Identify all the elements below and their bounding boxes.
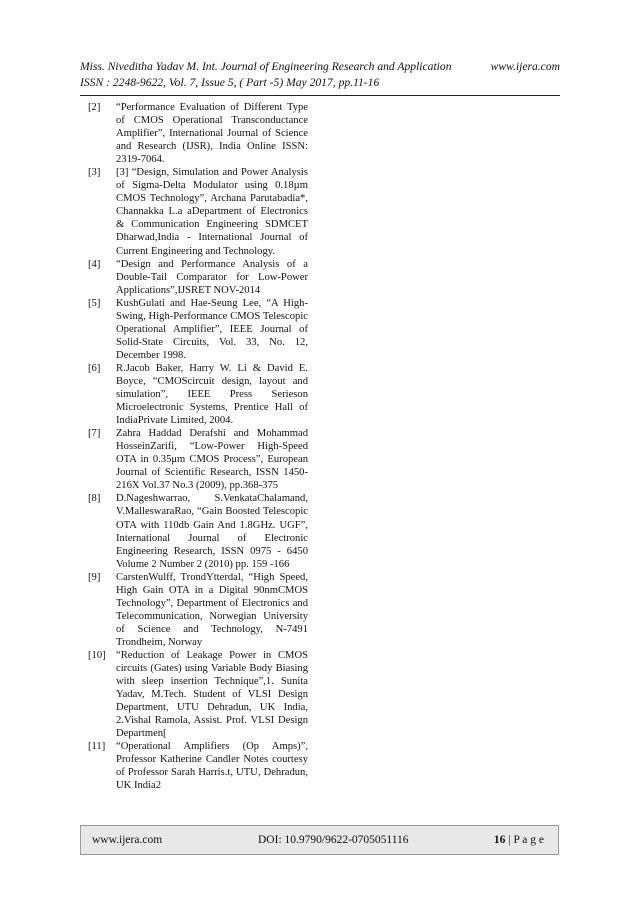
reference-item xyxy=(88,258,308,297)
reference-item xyxy=(88,297,308,362)
reference-item xyxy=(88,649,308,740)
reference-number: [6] xyxy=(88,362,101,374)
reference-text: “Operational Amplifiers (Op Amps)”, Professor Katherine Candler Notes courtesy of Professor Sarah Harris.t, UTU, Dehradun, UK India2 xyxy=(116,741,308,792)
reference-text: KushGulati and Hae-Seung Lee, “A High-Swing, High-Performance CMOS Telescopic Operational Amplifier”, IEEE Journal of Solid-State Circuits, Vol. 33, No. 12, December 1998. xyxy=(116,297,308,361)
footer-doi: DOI: 10.9790/9622-0705051116 xyxy=(258,834,409,846)
running-header xyxy=(80,59,560,91)
page-label: | P a g e xyxy=(505,834,544,846)
footer-page-indicator xyxy=(494,834,544,846)
reference-item xyxy=(88,427,308,492)
header-line-2 xyxy=(80,75,560,91)
reference-number: [11] xyxy=(88,741,106,753)
reference-text: “Reduction of Leakage Power in CMOS circuits (Gates) using Variable Body Biasing with sleep insertion Technique”,1. Sunita Yadav, M.Tech. Student of VLSI Design Department, UTU Dehradun, UK India, 2.Vishal Ramola, Assist. Prof. VLSI Design Departmen[ xyxy=(116,649,308,740)
page-number: 16 xyxy=(493,834,506,846)
reference-number: [8] xyxy=(88,493,101,505)
reference-text: Zahra Haddad Derafshi and Mohammad HosseinZarifi, “Low-Power High-Speed OTA in 0.35μm CMOS Process”, European Journal of Scientific Research, ISSN 1450-216X Vol.37 No.3 (2009), pp.368-375 xyxy=(116,428,308,492)
reference-number: [7] xyxy=(88,428,101,440)
reference-text: [3] “Design, Simulation and Power Analysis of Sigma-Delta Modulator using 0.18µm CMOS Technology”, Archana Parutabadia*, Channakka L.a aDepartment of Electronics & Communication Engineering SDMCET Dharwad,India - International Journal of Current Engineering and Technology. xyxy=(116,167,308,257)
header-site-url: www.ijera.com xyxy=(490,60,560,73)
reference-item xyxy=(88,571,308,649)
reference-item xyxy=(88,492,308,570)
reference-number: [4] xyxy=(88,258,101,270)
reference-text: R.Jacob Baker, Harry W. Li & David E. Boyce, “CMOScircuit design, layout and simulation”, IEEE Press Serieson Microelectronic Systems, Prentice Hall of IndiaPrivate Limited, 2004. xyxy=(116,362,308,427)
reference-list xyxy=(88,101,308,792)
reference-text: CarstenWulff, TrondYtterdal, “High Speed, High Gain OTA in a Digital 90nmCMOS Technology”, Department of Electronics and Telecommunication, Norwegian University of Science and Technology, N-7491 Trondheim, Norway xyxy=(116,571,308,648)
reference-item xyxy=(88,740,308,792)
header-journal-title: Miss. Niveditha Yadav M. Int. Journal of Engineering Research and Application xyxy=(80,60,452,73)
reference-text: “Performance Evaluation of Different Type of CMOS Operational Transconductance Amplifier”, International Journal of Science and Research (IJSR), India Online ISSN: 2319-7064. xyxy=(116,102,308,166)
footer-site-url: www.ijera.com xyxy=(92,834,163,846)
reference-item xyxy=(88,101,308,166)
header-line-1 xyxy=(80,59,560,75)
reference-text: “Design and Performance Analysis of a Double-Tail Comparator for Low-Power Applications”,IJSRET NOV-2014 xyxy=(116,258,308,296)
reference-text: D.Nageshwarrao, S.VenkataChalamand, V.MalleswaraRao, “Gain Boosted Telescopic OTA with 110db Gain And 1.8GHz. UGF”, International Journal of Electronic Engineering Research, ISSN 0975 - 6450 Volume 2 Number 2 (2010) pp. 159 -166 xyxy=(116,493,308,570)
reference-item xyxy=(88,362,308,427)
reference-number: [2] xyxy=(88,102,101,113)
reference-number: [9] xyxy=(88,571,101,583)
reference-number: [10] xyxy=(88,649,106,661)
page-footer xyxy=(80,825,559,855)
reference-number: [3] xyxy=(88,167,101,179)
header-issn-info: ISSN : 2248-9622, Vol. 7, Issue 5, ( Part -5) May 2017, pp.11-16 xyxy=(80,76,380,89)
reference-item xyxy=(88,166,308,257)
reference-number: [5] xyxy=(88,297,101,309)
header-divider xyxy=(80,95,560,96)
